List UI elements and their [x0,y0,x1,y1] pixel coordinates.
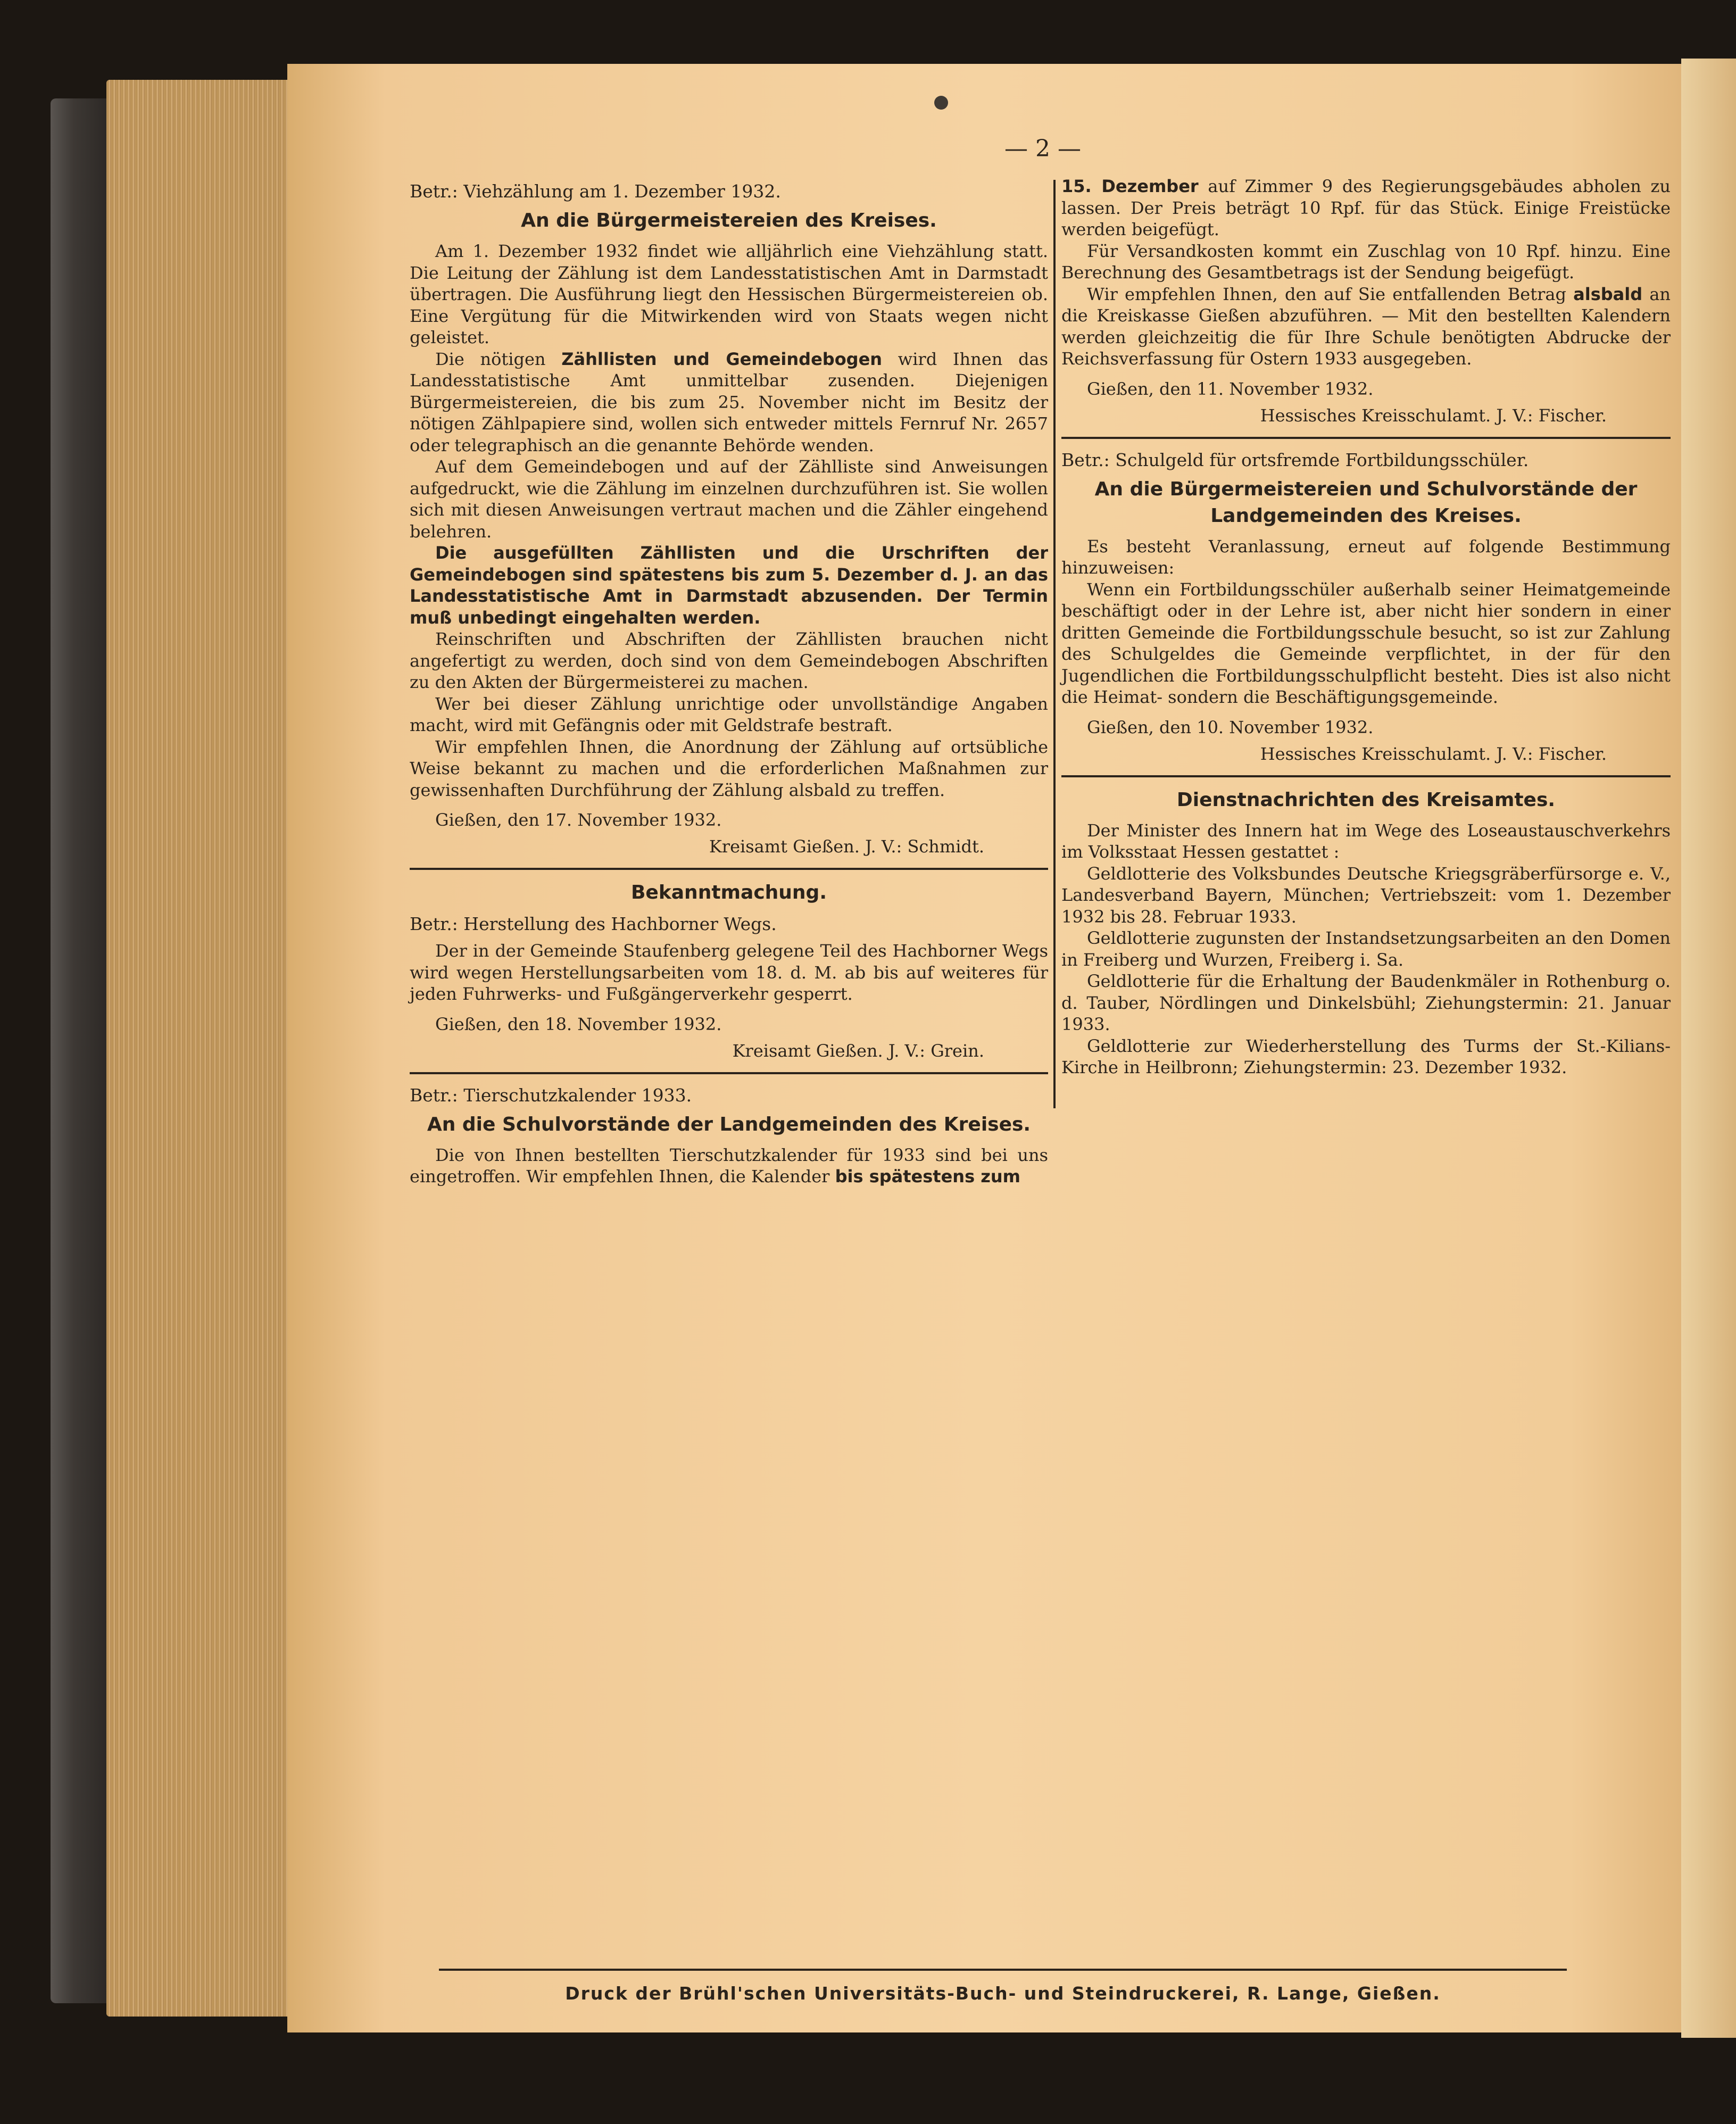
punch-hole [934,96,948,110]
viehzaehlung-deadline-paragraph: Die ausgefüllten Zähllisten und die Urschriften der Gemeindebogen sind spätestens bis zum 5. Dezember d. J. an das Landesstatistische Amt in Darmstadt abzusenden. Der Termin muß unbedingt eingehalten werden. [410,543,1048,628]
tierschutz-date-bold: 15. Dezember [1061,176,1199,196]
tierschutz-paragraph-3 [1061,284,1671,370]
tierschutz-date: Gießen, den 11. November 1932. [1087,378,1374,399]
bekanntmachung-heading: Bekanntmachung. [630,882,827,903]
section-divider [1061,437,1671,439]
viehzaehlung-paragraph-5: Reinschriften und Abschriften der Zähllisten brauchen nicht angefertigt zu werden, doch sind von dem Gemeindebogen Abschriften zu den Akten der Bürgermeisterei zu machen. [410,629,1048,692]
tierschutz-bold: bis spätestens zum [835,1166,1020,1187]
footer-rule [439,1969,1567,1971]
viehzaehlung-signature: Kreisamt Gießen. J. V.: Schmidt. [709,836,984,857]
viehzaehlung-paragraph-1: Am 1. Dezember 1932 findet wie alljährlich eine Viehzählung statt. Die Leitung der Zählung ist dem Landesstatistischen Amt in Darmstadt übertragen. Die Ausführung liegt den Hessischen Bürgermeistereien ob. Eine Vergütung für die Mitwirkenden wird von Staats wegen nicht geleistet. [410,241,1048,347]
right-column [1061,176,1671,1078]
page-number: — 2 — [1004,135,1081,162]
schulgeld-paragraph-2: Wenn ein Fortbildungsschüler außerhalb seiner Heimatgemeinde beschäftigt oder in der Lehre ist, aber nicht hier sondern in einer dritten Gemeinde die Fortbildungsschule besucht, so ist zur Zahlung des Schulgeldes die Gemeinde verpflichtet, in der für den Jugendlichen die Fortbildungsschulpflicht besteht. Dies ist also nicht die Heimat- sondern die Beschäftigungsgemeinde. [1061,579,1671,707]
p2-bold: Zähllisten und Gemeindebogen [561,349,883,369]
dienstnachrichten-paragraph-1: Der Minister des Innern hat im Wege des Loseaustauschverkehrs im Volksstaat Hessen gestattet : [1061,820,1671,862]
p3-b: an die Kreiskasse Gießen abzuführen. — Mit den bestellten Kalendern werden gleichzeitig die für Ihre Schule benötigten Abdrucke der Reichsverfassung für Ostern 1933 ausgegeben. [1061,284,1671,369]
adjacent-page-edge [1681,59,1736,2038]
p2-prefix: Die nötigen [435,349,546,369]
page-stack-edges [106,80,298,2017]
schulgeld-reference: Betr.: Schulgeld für ortsfremde Fortbildungsschüler. [1061,449,1529,470]
dienstnachrichten-paragraph-5: Geldlotterie zur Wiederherstellung des Turms der St.-Kilians-Kirche in Heilbronn; Ziehungstermin: 23. Dezember 1932. [1061,1035,1671,1077]
dienstnachrichten-paragraph-2: Geldlotterie des Volksbundes Deutsche Kriegsgräberfürsorge e. V., Landesverband Bayern, München; Vertriebszeit: vom 1. Dezember 1932 bis 28. Februar 1933. [1061,863,1671,927]
bekanntmachung-date: Gießen, den 18. November 1932. [435,1014,722,1034]
p2-rest: wird Ihnen das Landesstatistische Amt unmittelbar zusenden. Diejenigen Bürgermeistereien, die bis zum 25. November nicht im Besitz der nötigen Zählpapiere sind, wollen sich entweder mittels Fernruf Nr. 2657 oder telegraphisch an die genannte Behörde wenden. [410,349,1049,455]
tierschutz-continued-text: auf Zimmer 9 des Regierungsgebäudes abholen zu lassen. Der Preis beträgt 10 Rpf. für das Stück. Einige Freistücke werden beigefügt. [1061,176,1671,239]
p3-bold: alsbald [1573,284,1643,304]
viehzaehlung-paragraph-7: Wir empfehlen Ihnen, die Anordnung der Zählung auf ortsübliche Weise bekannt zu machen und die erforderlichen Maßnahmen zur gewissenhaften Durchführung der Zählung alsbald zu treffen. [410,736,1048,800]
bekanntmachung-reference: Betr.: Herstellung des Hachborner Wegs. [410,914,777,934]
schulgeld-date: Gießen, den 10. November 1932. [1087,717,1374,737]
viehzaehlung-paragraph-3: Auf dem Gemeindebogen und auf der Zählliste sind Anweisungen aufgedruckt, wie die Zählung im einzelnen durchzuführen ist. Sie wollen sich mit diesen Anweisungen vertraut machen und die Zähler eingehend belehren. [410,457,1048,542]
viehzaehlung-paragraph-2 [410,349,1048,457]
section-divider [410,1072,1048,1074]
dienstnachrichten-paragraph-4: Geldlotterie für die Erhaltung der Baudenkmäler in Rothenburg o. d. Tauber, Nördlingen und Dinkelsbühl; Ziehungstermin: 21. Januar 1933. [1061,971,1671,1034]
section-divider [1061,775,1671,777]
tierschutz-paragraph-2: Für Versandkosten kommt ein Zuschlag von 10 Rpf. hinzu. Eine Berechnung des Gesamtbetrags ist der Sendung beigefügt. [1061,240,1671,283]
dienstnachrichten-heading: Dienstnachrichten des Kreisamtes. [1176,789,1556,811]
viehzaehlung-date: Gießen, den 17. November 1932. [435,810,722,830]
bekanntmachung-signature: Kreisamt Gießen. J. V.: Grein. [732,1040,984,1061]
printer-imprint: Druck der Brühl'schen Universitäts-Buch- und Steindruckerei, R. Lange, Gießen. [565,1983,1441,2004]
schulgeld-paragraph-1: Es besteht Veranlassung, erneut auf folgende Bestimmung hinzuweisen: [1061,536,1671,578]
p3-a: Wir empfehlen Ihnen, den auf Sie entfallenden Betrag [1087,284,1566,304]
tierschutz-continued-paragraph [1061,176,1671,240]
section-divider [410,868,1048,870]
bekanntmachung-paragraph: Der in der Gemeinde Staufenberg gelegene Teil des Hachborner Wegs wird wegen Herstellungsarbeiten vom 18. d. M. ab bis auf weiteres für jeden Fuhrwerks- und Fußgängerverkehr gesperrt. [410,941,1048,1004]
left-column [410,176,1048,1188]
tierschutz-reference: Betr.: Tierschutzkalender 1933. [410,1084,692,1106]
column-divider [1053,180,1056,1108]
viehzaehlung-reference: Betr.: Viehzählung am 1. Dezember 1932. [410,181,781,202]
tierschutz-paragraph [410,1144,1048,1188]
viehzaehlung-heading: An die Bürgermeistereien des Kreises. [521,210,937,231]
schulgeld-signature: Hessisches Kreisschulamt. J. V.: Fischer. [1260,743,1607,764]
viehzaehlung-paragraph-6: Wer bei dieser Zählung unrichtige oder unvollständige Angaben macht, wird mit Gefängnis oder mit Geldstrafe bestraft. [410,693,1048,735]
dienstnachrichten-paragraph-3: Geldlotterie zugunsten der Instandsetzungsarbeiten an den Domen in Freiberg und Wurzen, Freiberg i. Sa. [1061,928,1671,970]
tierschutz-text: Die von Ihnen bestellten Tierschutzkalender für 1933 sind bei uns eingetroffen. Wir empfehlen Ihnen, die Kalender [410,1144,1048,1187]
tierschutz-heading: An die Schulvorstände der Landgemeinden des Kreises. [427,1113,1031,1135]
book-binding-edge [51,98,109,2003]
schulgeld-heading: An die Bürgermeistereien und Schulvorstände der Landgemeinden des Kreises. [1094,478,1638,527]
tierschutz-signature: Hessisches Kreisschulamt. J. V.: Fischer. [1260,405,1607,426]
